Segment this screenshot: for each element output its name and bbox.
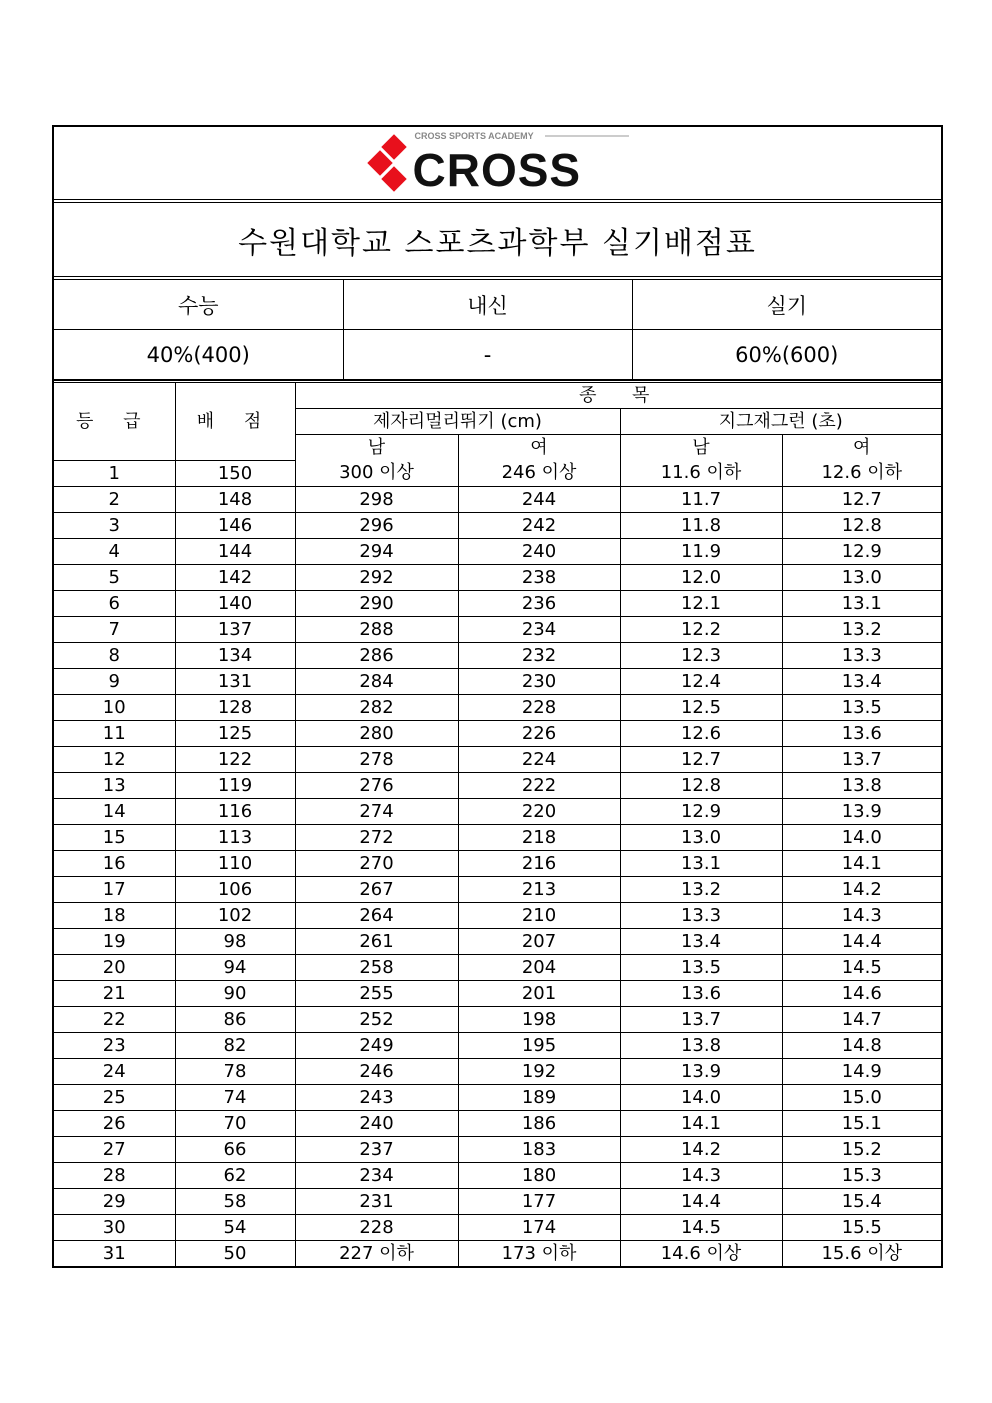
long-jump-female-cell: 213 (458, 876, 620, 902)
male-header: 남 (295, 435, 458, 461)
logo-tagline: CROSS SPORTS ACADEMY (414, 131, 534, 141)
table-row (54, 1032, 941, 1058)
grade-cell: 13 (54, 772, 175, 798)
grade-cell: 21 (54, 980, 175, 1006)
zigzag-female-cell: 12.8 (782, 512, 941, 538)
score-cell: 90 (175, 980, 295, 1006)
long-jump-male-cell: 237 (295, 1136, 458, 1162)
zigzag-female-cell: 13.6 (782, 720, 941, 746)
long-jump-male-cell: 255 (295, 980, 458, 1006)
grade-header: 등 급 (54, 383, 175, 460)
long-jump-male-cell: 240 (295, 1110, 458, 1136)
score-cell: 86 (175, 1006, 295, 1032)
long-jump-male-cell: 246 (295, 1058, 458, 1084)
score-cell: 146 (175, 512, 295, 538)
zigzag-male-cell: 13.4 (620, 928, 782, 954)
long-jump-male-cell: 300 이상 (295, 460, 458, 486)
zigzag-male-cell: 13.3 (620, 902, 782, 928)
table-row (54, 668, 941, 694)
score-cell: 131 (175, 668, 295, 694)
grade-cell: 11 (54, 720, 175, 746)
grade-cell: 3 (54, 512, 175, 538)
grade-cell: 2 (54, 486, 175, 512)
long-jump-female-cell: 183 (458, 1136, 620, 1162)
zigzag-male-cell: 13.0 (620, 824, 782, 850)
zigzag-male-cell: 12.9 (620, 798, 782, 824)
long-jump-male-cell: 261 (295, 928, 458, 954)
grade-cell: 26 (54, 1110, 175, 1136)
logo-box (363, 130, 633, 196)
grade-cell: 6 (54, 590, 175, 616)
grade-cell: 22 (54, 1006, 175, 1032)
table-row (54, 1240, 941, 1266)
long-jump-female-cell: 246 이상 (458, 460, 620, 486)
table-row (54, 772, 941, 798)
grade-cell: 17 (54, 876, 175, 902)
long-jump-male-cell: 231 (295, 1188, 458, 1214)
long-jump-female-cell: 204 (458, 954, 620, 980)
long-jump-female-cell: 195 (458, 1032, 620, 1058)
long-jump-male-cell: 284 (295, 668, 458, 694)
zigzag-male-cell: 13.5 (620, 954, 782, 980)
table-row (54, 824, 941, 850)
zigzag-male-cell: 12.2 (620, 616, 782, 642)
score-cell: 113 (175, 824, 295, 850)
long-jump-male-cell: 278 (295, 746, 458, 772)
male-header: 남 (620, 435, 782, 461)
score-cell: 148 (175, 486, 295, 512)
long-jump-male-cell: 252 (295, 1006, 458, 1032)
long-jump-male-cell: 249 (295, 1032, 458, 1058)
zigzag-female-cell: 13.4 (782, 668, 941, 694)
long-jump-female-cell: 240 (458, 538, 620, 564)
table-row (54, 850, 941, 876)
table-row (54, 512, 941, 538)
long-jump-female-cell: 186 (458, 1110, 620, 1136)
zigzag-male-cell: 12.4 (620, 668, 782, 694)
table-row (54, 538, 941, 564)
grade-cell: 5 (54, 564, 175, 590)
grade-cell: 30 (54, 1214, 175, 1240)
score-cell: 70 (175, 1110, 295, 1136)
long-jump-male-cell: 280 (295, 720, 458, 746)
score-cell: 62 (175, 1162, 295, 1188)
ratio-value: 40%(400) (54, 330, 343, 380)
female-header: 여 (458, 435, 620, 461)
long-jump-male-cell: 258 (295, 954, 458, 980)
event-header-long-jump: 제자리멀리뛰기 (cm) (295, 409, 620, 435)
zigzag-male-cell: 12.8 (620, 772, 782, 798)
ratio-header: 내신 (343, 280, 632, 330)
score-cell: 78 (175, 1058, 295, 1084)
grade-cell: 12 (54, 746, 175, 772)
ratio-value: 60%(600) (632, 330, 941, 380)
zigzag-male-cell: 14.3 (620, 1162, 782, 1188)
events-header: 종 목 (295, 383, 941, 409)
zigzag-female-cell: 12.7 (782, 486, 941, 512)
long-jump-male-cell: 288 (295, 616, 458, 642)
zigzag-male-cell: 12.7 (620, 746, 782, 772)
grade-cell: 8 (54, 642, 175, 668)
grade-cell: 28 (54, 1162, 175, 1188)
long-jump-female-cell: 201 (458, 980, 620, 1006)
zigzag-female-cell: 13.7 (782, 746, 941, 772)
zigzag-female-cell: 14.1 (782, 850, 941, 876)
long-jump-female-cell: 220 (458, 798, 620, 824)
long-jump-female-cell: 177 (458, 1188, 620, 1214)
zigzag-female-cell: 14.0 (782, 824, 941, 850)
zigzag-female-cell: 12.9 (782, 538, 941, 564)
score-cell: 116 (175, 798, 295, 824)
zigzag-female-cell: 14.7 (782, 1006, 941, 1032)
table-row (54, 616, 941, 642)
score-cell: 140 (175, 590, 295, 616)
zigzag-female-cell: 14.3 (782, 902, 941, 928)
table-body (54, 460, 941, 1266)
long-jump-female-cell: 210 (458, 902, 620, 928)
long-jump-female-cell: 234 (458, 616, 620, 642)
long-jump-female-cell: 236 (458, 590, 620, 616)
long-jump-female-cell: 242 (458, 512, 620, 538)
score-cell: 122 (175, 746, 295, 772)
ratio-header: 실기 (632, 280, 941, 330)
zigzag-male-cell: 12.6 (620, 720, 782, 746)
score-cell: 119 (175, 772, 295, 798)
grade-cell: 24 (54, 1058, 175, 1084)
long-jump-male-cell: 274 (295, 798, 458, 824)
table-row (54, 486, 941, 512)
score-sheet (52, 125, 943, 1268)
long-jump-female-cell: 238 (458, 564, 620, 590)
table-row (54, 460, 941, 486)
long-jump-female-cell: 222 (458, 772, 620, 798)
table-row (54, 1058, 941, 1084)
score-cell: 102 (175, 902, 295, 928)
zigzag-male-cell: 12.5 (620, 694, 782, 720)
long-jump-male-cell: 227 이하 (295, 1240, 458, 1266)
score-cell: 54 (175, 1214, 295, 1240)
zigzag-female-cell: 14.2 (782, 876, 941, 902)
table-row (54, 720, 941, 746)
zigzag-female-cell: 13.0 (782, 564, 941, 590)
score-cell: 58 (175, 1188, 295, 1214)
grade-cell: 1 (54, 460, 175, 486)
zigzag-male-cell: 14.4 (620, 1188, 782, 1214)
zigzag-male-cell: 13.7 (620, 1006, 782, 1032)
zigzag-male-cell: 13.2 (620, 876, 782, 902)
score-cell: 110 (175, 850, 295, 876)
zigzag-female-cell: 15.2 (782, 1136, 941, 1162)
score-header: 배 점 (175, 383, 295, 460)
table-row (54, 1162, 941, 1188)
grade-cell: 27 (54, 1136, 175, 1162)
logo-name: CROSS (412, 144, 582, 196)
zigzag-female-cell: 15.1 (782, 1110, 941, 1136)
long-jump-female-cell: 224 (458, 746, 620, 772)
zigzag-male-cell: 13.8 (620, 1032, 782, 1058)
zigzag-male-cell: 13.9 (620, 1058, 782, 1084)
grade-cell: 9 (54, 668, 175, 694)
table-row (54, 928, 941, 954)
score-cell: 134 (175, 642, 295, 668)
grade-cell: 16 (54, 850, 175, 876)
score-cell: 98 (175, 928, 295, 954)
table-row (54, 1214, 941, 1240)
grade-cell: 31 (54, 1240, 175, 1266)
long-jump-female-cell: 174 (458, 1214, 620, 1240)
long-jump-male-cell: 290 (295, 590, 458, 616)
grade-cell: 19 (54, 928, 175, 954)
grade-cell: 15 (54, 824, 175, 850)
zigzag-female-cell: 15.5 (782, 1214, 941, 1240)
table-row (54, 798, 941, 824)
long-jump-male-cell: 228 (295, 1214, 458, 1240)
table-row (54, 980, 941, 1006)
grade-cell: 29 (54, 1188, 175, 1214)
long-jump-female-cell: 244 (458, 486, 620, 512)
long-jump-male-cell: 267 (295, 876, 458, 902)
score-cell: 94 (175, 954, 295, 980)
table-row (54, 876, 941, 902)
long-jump-female-cell: 207 (458, 928, 620, 954)
long-jump-male-cell: 292 (295, 564, 458, 590)
grade-cell: 25 (54, 1084, 175, 1110)
long-jump-female-cell: 232 (458, 642, 620, 668)
score-table (54, 383, 941, 1266)
long-jump-female-cell: 192 (458, 1058, 620, 1084)
long-jump-female-cell: 218 (458, 824, 620, 850)
logo (54, 127, 941, 200)
score-cell: 66 (175, 1136, 295, 1162)
score-cell: 50 (175, 1240, 295, 1266)
zigzag-male-cell: 11.9 (620, 538, 782, 564)
zigzag-female-cell: 14.9 (782, 1058, 941, 1084)
table-row (54, 590, 941, 616)
long-jump-female-cell: 189 (458, 1084, 620, 1110)
long-jump-female-cell: 226 (458, 720, 620, 746)
grade-cell: 4 (54, 538, 175, 564)
long-jump-female-cell: 228 (458, 694, 620, 720)
zigzag-female-cell: 15.6 이상 (782, 1240, 941, 1266)
zigzag-male-cell: 12.1 (620, 590, 782, 616)
zigzag-female-cell: 13.1 (782, 590, 941, 616)
event-header-zigzag-run: 지그재그런 (초) (620, 409, 941, 435)
zigzag-female-cell: 13.8 (782, 772, 941, 798)
long-jump-female-cell: 180 (458, 1162, 620, 1188)
score-cell: 106 (175, 876, 295, 902)
long-jump-male-cell: 276 (295, 772, 458, 798)
long-jump-female-cell: 230 (458, 668, 620, 694)
long-jump-female-cell: 198 (458, 1006, 620, 1032)
zigzag-male-cell: 13.1 (620, 850, 782, 876)
table-row (54, 694, 941, 720)
page-title: 수원대학교 스포츠과학부 실기배점표 (54, 203, 941, 277)
long-jump-male-cell: 270 (295, 850, 458, 876)
zigzag-male-cell: 13.6 (620, 980, 782, 1006)
ratio-header: 수능 (54, 280, 343, 330)
score-cell: 150 (175, 460, 295, 486)
score-cell: 128 (175, 694, 295, 720)
zigzag-male-cell: 14.0 (620, 1084, 782, 1110)
table-row (54, 1188, 941, 1214)
zigzag-male-cell: 11.7 (620, 486, 782, 512)
zigzag-female-cell: 14.8 (782, 1032, 941, 1058)
long-jump-male-cell: 286 (295, 642, 458, 668)
female-header: 여 (782, 435, 941, 461)
table-row (54, 1084, 941, 1110)
table-row (54, 1006, 941, 1032)
zigzag-male-cell: 14.5 (620, 1214, 782, 1240)
zigzag-female-cell: 14.5 (782, 954, 941, 980)
grade-cell: 7 (54, 616, 175, 642)
score-cell: 142 (175, 564, 295, 590)
zigzag-female-cell: 14.6 (782, 980, 941, 1006)
zigzag-male-cell: 14.6 이상 (620, 1240, 782, 1266)
long-jump-male-cell: 234 (295, 1162, 458, 1188)
grade-cell: 14 (54, 798, 175, 824)
ratio-table (54, 280, 941, 380)
score-cell: 82 (175, 1032, 295, 1058)
zigzag-female-cell: 15.0 (782, 1084, 941, 1110)
score-cell: 144 (175, 538, 295, 564)
grade-cell: 23 (54, 1032, 175, 1058)
zigzag-male-cell: 14.1 (620, 1110, 782, 1136)
long-jump-male-cell: 298 (295, 486, 458, 512)
long-jump-female-cell: 216 (458, 850, 620, 876)
table-row (54, 564, 941, 590)
long-jump-male-cell: 243 (295, 1084, 458, 1110)
long-jump-male-cell: 294 (295, 538, 458, 564)
table-row (54, 902, 941, 928)
zigzag-male-cell: 12.0 (620, 564, 782, 590)
long-jump-female-cell: 173 이하 (458, 1240, 620, 1266)
long-jump-male-cell: 282 (295, 694, 458, 720)
table-row (54, 954, 941, 980)
grade-cell: 10 (54, 694, 175, 720)
grade-cell: 20 (54, 954, 175, 980)
table-row (54, 746, 941, 772)
zigzag-female-cell: 13.3 (782, 642, 941, 668)
table-row (54, 1110, 941, 1136)
long-jump-male-cell: 264 (295, 902, 458, 928)
zigzag-male-cell: 11.8 (620, 512, 782, 538)
score-cell: 74 (175, 1084, 295, 1110)
zigzag-female-cell: 12.6 이하 (782, 460, 941, 486)
zigzag-female-cell: 14.4 (782, 928, 941, 954)
long-jump-male-cell: 272 (295, 824, 458, 850)
score-cell: 137 (175, 616, 295, 642)
zigzag-female-cell: 13.9 (782, 798, 941, 824)
zigzag-male-cell: 12.3 (620, 642, 782, 668)
ratio-value: - (343, 330, 632, 380)
zigzag-male-cell: 14.2 (620, 1136, 782, 1162)
table-row (54, 1136, 941, 1162)
table-row (54, 642, 941, 668)
zigzag-female-cell: 15.3 (782, 1162, 941, 1188)
zigzag-female-cell: 13.5 (782, 694, 941, 720)
zigzag-male-cell: 11.6 이하 (620, 460, 782, 486)
zigzag-female-cell: 13.2 (782, 616, 941, 642)
score-cell: 125 (175, 720, 295, 746)
grade-cell: 18 (54, 902, 175, 928)
zigzag-female-cell: 15.4 (782, 1188, 941, 1214)
long-jump-male-cell: 296 (295, 512, 458, 538)
